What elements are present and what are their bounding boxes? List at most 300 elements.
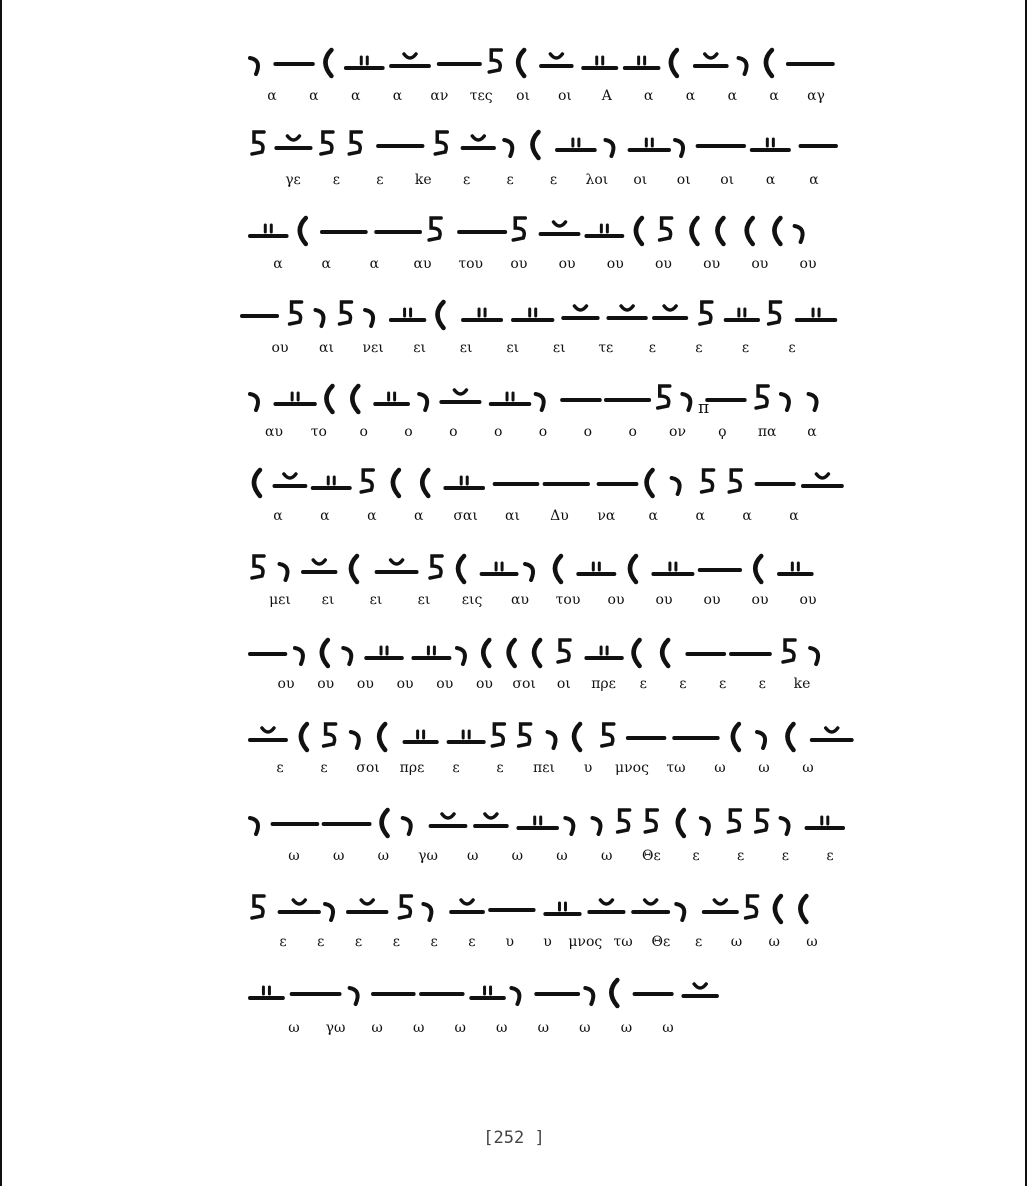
lyric-syllable: ε (376, 172, 384, 188)
neume-glyph (491, 393, 529, 404)
lyric-syllable: α (369, 256, 380, 272)
lyric-syllable: Θε (641, 848, 661, 864)
neume-glyph (574, 724, 580, 750)
lyric-syllable: ο (493, 424, 503, 440)
lyric-syllable: Α (601, 88, 612, 104)
lyric-syllable: τε (598, 340, 614, 356)
lyric-syllable: ε (695, 934, 703, 950)
lyric-syllable: α (742, 508, 752, 524)
lyric-line-6 (240, 508, 840, 530)
lyric-syllable: αυ (511, 592, 529, 608)
neume-glyph (578, 563, 614, 574)
lyric-syllable: ου (751, 256, 769, 272)
neume-glyph (518, 817, 557, 828)
lyric-syllable: ke (793, 676, 811, 692)
neume-glyph (429, 218, 441, 240)
neume-glyph (630, 139, 669, 150)
lyric-syllable: ου (703, 256, 721, 272)
lyric-syllable: ω (662, 1020, 674, 1036)
neume-glyph (585, 988, 593, 1004)
neume-glyph (593, 818, 601, 834)
neume-glyph (422, 470, 428, 496)
neume-glyph (739, 58, 747, 74)
lyric-syllable: ε (679, 676, 687, 692)
neume-glyph (324, 724, 336, 746)
neume-glyph (555, 556, 561, 582)
lyric-syllable: ε (718, 676, 727, 692)
neume-glyph (563, 306, 597, 318)
neume-glyph (797, 309, 835, 320)
neume-glyph (250, 58, 258, 74)
neume-glyph (678, 810, 684, 836)
lyric-syllable: Δυ (550, 508, 569, 524)
neume-glyph (746, 896, 758, 918)
lyric-syllable: ου (277, 676, 295, 692)
neume-line-7 (240, 546, 840, 586)
neume-glyph (250, 394, 258, 410)
neume-glyph (518, 50, 524, 76)
lyric-syllable: ω (496, 1020, 508, 1036)
lyric-line-5 (240, 424, 840, 446)
lyric-syllable: ει (413, 340, 426, 356)
lyric-syllable: σοι (356, 760, 380, 776)
lyric-syllable: αν (430, 88, 449, 104)
neume-glyph (757, 732, 765, 748)
neume-glyph (726, 309, 758, 320)
neume-glyph (752, 139, 789, 150)
lyric-syllable: ου (271, 340, 289, 356)
neume-glyph (775, 896, 781, 922)
lyric-line-2 (240, 172, 840, 194)
lyric-syllable: α (321, 256, 331, 272)
neume-glyph (419, 394, 427, 410)
neume-glyph (463, 136, 494, 148)
lyric-syllable: α (685, 88, 696, 104)
neume-glyph (647, 470, 653, 496)
lyric-syllable: ω (730, 934, 743, 950)
neume-glyph (280, 900, 319, 912)
lyric-syllable: ε (332, 172, 341, 188)
neume-glyph (457, 648, 465, 664)
lyric-syllable: ο (404, 424, 413, 440)
neume-glyph (252, 556, 264, 578)
neume-glyph (536, 394, 544, 410)
neume-glyph (321, 132, 333, 154)
neume-glyph (695, 54, 727, 66)
neume-glyph (393, 470, 399, 496)
lyric-syllable: ε (695, 340, 703, 356)
neume-glyph (313, 477, 350, 488)
neume-glyph (781, 394, 789, 410)
neume-glyph (274, 474, 305, 486)
neume-glyph (325, 50, 331, 76)
lyric-syllable: α (789, 508, 799, 524)
neume-glyph (658, 386, 670, 408)
lyric-syllable: πρε (591, 676, 616, 692)
neume-glyph (504, 140, 512, 156)
neume-line-12 (240, 970, 840, 1010)
neume-glyph (290, 302, 302, 324)
lyric-syllable: ου (703, 592, 721, 608)
neume-glyph (541, 222, 579, 234)
neume-glyph (633, 900, 668, 912)
neume-glyph (471, 987, 504, 998)
page-left-border (0, 0, 2, 1186)
neume-glyph (489, 50, 501, 72)
neume-glyph (779, 563, 812, 574)
neume-glyph (774, 218, 780, 244)
lyric-syllable: τες (469, 88, 493, 104)
lyric-syllable: οι (516, 88, 531, 104)
neume-glyph (812, 728, 852, 740)
neume-glyph (676, 904, 684, 920)
lyric-syllable: α (809, 172, 819, 188)
lyric-syllable: του (555, 592, 581, 608)
lyric-syllable: αυ (265, 424, 283, 440)
lyric-syllable: ου (356, 676, 374, 692)
lyric-syllable: ε (496, 760, 504, 776)
neume-glyph (769, 302, 781, 324)
lyric-syllable: ου (654, 256, 672, 272)
neume-glyph (636, 218, 642, 244)
lyric-syllable: α (267, 88, 277, 104)
lyric-syllable: ω (600, 848, 613, 864)
lyric-syllable: α (648, 508, 658, 524)
lyric-syllable: ω (802, 760, 814, 776)
lyric-syllable: γω (418, 848, 438, 864)
neume-line-11 (240, 886, 840, 926)
lyric-syllable: ω (332, 848, 345, 864)
neume-glyph (704, 900, 737, 912)
neume-glyph (683, 984, 716, 996)
neume-glyph (430, 556, 442, 578)
neume-glyph (375, 393, 408, 404)
lyric-line-12 (240, 1020, 840, 1042)
lyric-syllable: ε (506, 172, 514, 188)
neume-glyph (475, 814, 507, 826)
neume-glyph (682, 394, 690, 410)
lyric-syllable: ου (317, 676, 335, 692)
lyric-syllable: ου (606, 256, 624, 272)
neume-glyph (365, 310, 373, 326)
neume-glyph (280, 564, 288, 580)
neume-glyph (534, 640, 540, 666)
neume-glyph (729, 470, 741, 492)
lyric-syllable: α (309, 88, 319, 104)
lyric-syllable: ου (396, 676, 414, 692)
neume-glyph (391, 309, 424, 320)
lyric-syllable: ε (279, 934, 287, 950)
neume-glyph (756, 810, 768, 832)
neume-glyph (441, 390, 479, 402)
lyric-syllable: α (765, 172, 776, 188)
lyric-syllable: μνος (615, 760, 649, 776)
lyric-line-11 (240, 934, 840, 956)
neume-glyph (361, 470, 373, 492)
neume-glyph (733, 724, 739, 750)
lyric-line-3 (240, 256, 840, 278)
neume-glyph (350, 988, 358, 1004)
neume-glyph (509, 640, 515, 666)
neume-glyph (728, 810, 740, 832)
lyric-syllable: ω (556, 848, 568, 864)
neume-glyph (295, 648, 303, 664)
neume-glyph (366, 647, 402, 658)
neume-glyph (800, 896, 806, 922)
neume-glyph (463, 309, 501, 320)
lyric-syllable: ει (552, 340, 566, 356)
lyric-syllable: ω (768, 934, 780, 950)
neume-glyph (675, 140, 683, 156)
neume-glyph (541, 54, 572, 66)
neume-line-5 (240, 376, 840, 416)
lyric-syllable: ει (321, 592, 335, 608)
lyric-syllable: υ (583, 760, 593, 776)
lyric-syllable: ε (276, 760, 284, 776)
neume-glyph (810, 648, 818, 664)
neume-glyph (483, 640, 489, 666)
neume-line-8 (240, 630, 840, 670)
lyric-syllable: α (695, 508, 705, 524)
neume-glyph (276, 136, 310, 148)
neume-glyph (300, 218, 306, 244)
neume-glyph (645, 810, 657, 832)
lyric-syllable: α (727, 88, 738, 104)
neume-glyph (586, 647, 621, 658)
neume-glyph (809, 394, 817, 410)
neume-glyph (301, 724, 307, 750)
neume-glyph (618, 810, 630, 832)
neume-glyph (340, 302, 352, 324)
neume-glyph (303, 560, 335, 572)
neume-line-3 (240, 208, 840, 248)
lyric-syllable: υ (543, 934, 552, 950)
lyric-syllable: αι (319, 340, 335, 356)
lyric-syllable: ει (506, 340, 520, 356)
page-number: [252 ] (483, 1128, 545, 1148)
lyric-syllable: οι (556, 676, 571, 692)
neume-glyph (351, 732, 359, 748)
neume-glyph (413, 647, 449, 658)
neume-line-4 (240, 292, 840, 332)
lyric-syllable: του (458, 256, 484, 272)
lyric-syllable: ει (369, 592, 383, 608)
lyric-syllable: ε (692, 848, 700, 864)
lyric-syllable: αυ (413, 256, 432, 272)
lyric-syllable: ο (359, 424, 368, 440)
lyric-syllable: γω (325, 1020, 346, 1036)
lyric-syllable: ω (466, 848, 479, 864)
lyric-syllable: γε (285, 172, 301, 188)
lyric-syllable: ου (799, 592, 817, 608)
lyric-syllable: ου (607, 592, 625, 608)
lyric-syllable: ω (412, 1020, 425, 1036)
neume-glyph (611, 980, 617, 1006)
lyric-line-10 (240, 848, 840, 870)
lyric-syllable: ου (751, 592, 769, 608)
neume-glyph (783, 640, 795, 662)
neume-glyph (565, 818, 573, 834)
lyric-syllable: λοι (585, 172, 609, 188)
neume-glyph (351, 556, 357, 582)
lyric-syllable: ε (549, 172, 558, 188)
neume-glyph (803, 474, 842, 486)
lyric-syllable: α (769, 88, 779, 104)
lyric-syllable: υ (505, 934, 514, 950)
neume-glyph (558, 640, 570, 662)
lyric-syllable: το (310, 424, 327, 440)
lyric-syllable: ω (454, 1020, 466, 1036)
lyric-syllable: ου (475, 676, 493, 692)
lyric-syllable: οι (720, 172, 735, 188)
lyric-syllable: αγ (807, 88, 825, 104)
lyric-syllable: ο (449, 424, 458, 440)
neume-glyph (346, 57, 383, 68)
lyric-syllable: ε (320, 760, 328, 776)
neume-glyph (250, 728, 286, 740)
neume-glyph (756, 386, 768, 408)
neume-glyph (451, 900, 483, 912)
lyric-syllable: ε (648, 340, 656, 356)
neume-glyph (250, 225, 287, 236)
lyric-syllable: ε (430, 934, 438, 950)
lyric-syllable: ον (669, 424, 686, 440)
neume-glyph (766, 50, 772, 76)
lyric-syllable: αι (505, 508, 521, 524)
lyric-syllable: α (350, 88, 361, 104)
lyric-syllable: ε (741, 340, 750, 356)
lyric-syllable: μνος (568, 934, 603, 950)
lyric-syllable: ε (463, 172, 471, 188)
pi-mark: π (698, 398, 710, 418)
lyric-syllable: ω (537, 1020, 550, 1036)
lyric-syllable: ε (737, 848, 745, 864)
lyric-syllable: ε (452, 760, 460, 776)
neume-glyph (589, 900, 623, 912)
lyric-syllable: ε (758, 676, 766, 692)
neume-glyph (795, 226, 803, 242)
lyric-syllable: ϙ (718, 424, 727, 440)
neume-glyph (322, 640, 328, 666)
lyric-syllable: ο (628, 424, 637, 440)
lyric-syllable: ε (639, 676, 647, 692)
neume-glyph (403, 818, 411, 834)
neume-glyph (654, 306, 686, 318)
lyric-syllable: ου (436, 676, 454, 692)
neume-glyph (377, 560, 417, 572)
neume-glyph (747, 218, 753, 244)
lyric-syllable: ε (788, 340, 796, 356)
lyric-syllable: τω (613, 934, 633, 950)
lyric-syllable: ω (714, 760, 726, 776)
lyric-syllable: ω (579, 1020, 591, 1036)
neume-glyph (438, 302, 444, 328)
lyric-syllable: ω (511, 848, 524, 864)
neume-glyph (252, 132, 264, 154)
lyric-syllable: ε (468, 934, 476, 950)
neume-glyph (755, 556, 761, 582)
neume-glyph (250, 818, 258, 834)
lyric-syllable: μει (269, 592, 291, 608)
neume-glyph (545, 903, 579, 914)
neume-glyph (275, 393, 314, 404)
neume-glyph (513, 218, 525, 240)
neume-glyph (326, 386, 332, 412)
lyric-syllable: ε (392, 934, 400, 950)
lyric-syllable: οι (676, 172, 691, 188)
neume-glyph (254, 470, 260, 496)
neume-glyph (445, 477, 483, 488)
lyric-syllable: ε (354, 934, 363, 950)
lyric-syllable: ω (377, 848, 390, 864)
neume-glyph (431, 814, 466, 826)
neume-glyph (634, 640, 640, 666)
lyric-syllable: ke (414, 172, 432, 188)
lyric-syllable: ω (806, 934, 818, 950)
lyric-syllable: οι (557, 88, 572, 104)
lyric-syllable: πει (533, 760, 555, 776)
lyric-syllable: οι (633, 172, 648, 188)
neume-glyph (405, 731, 437, 742)
neume-glyph (788, 724, 794, 750)
lyric-syllable: ο (538, 424, 548, 440)
lyric-syllable: ου (558, 256, 576, 272)
neume-line-1 (240, 40, 840, 80)
lyric-syllable: ει (417, 592, 431, 608)
lyric-line-8 (240, 676, 840, 698)
neume-glyph (702, 470, 714, 492)
lyric-syllable: ω (371, 1020, 383, 1036)
neume-glyph (511, 988, 519, 1004)
neume-glyph (349, 132, 361, 154)
lyric-syllable: α (367, 508, 377, 524)
lyric-syllable: α (807, 424, 817, 440)
neume-glyph (717, 218, 723, 244)
lyric-line-9 (240, 760, 840, 782)
lyric-syllable: ει (459, 340, 473, 356)
lyric-syllable: α (273, 256, 283, 272)
neume-glyph (602, 724, 614, 746)
neume-glyph (672, 478, 680, 494)
neume-glyph (605, 140, 613, 156)
neume-line-2 (240, 122, 840, 162)
neume-glyph (630, 556, 636, 582)
neume-glyph (343, 648, 351, 664)
lyric-line-7 (240, 592, 840, 614)
neume-glyph (519, 724, 531, 746)
neume-glyph (608, 306, 645, 318)
neume-glyph (449, 731, 484, 742)
neume-glyph (671, 50, 677, 76)
neume-glyph (250, 987, 283, 998)
neume-glyph (662, 640, 668, 666)
neume-glyph (492, 724, 504, 746)
lyric-syllable: Θε (651, 934, 671, 950)
lyric-syllable: ε (317, 934, 325, 950)
neume-glyph (781, 818, 789, 834)
neume-glyph (583, 57, 616, 68)
lyric-syllable: ου (510, 256, 528, 272)
neume-glyph (807, 817, 844, 828)
lyric-syllable: σαι (453, 508, 478, 524)
neume-line-10 (240, 800, 840, 840)
neume-glyph (352, 386, 358, 412)
neume-glyph (701, 818, 709, 834)
neume-glyph (399, 896, 411, 918)
lyric-syllable: ο (583, 424, 593, 440)
neume-glyph (252, 896, 264, 918)
lyric-syllable: α (320, 508, 330, 524)
